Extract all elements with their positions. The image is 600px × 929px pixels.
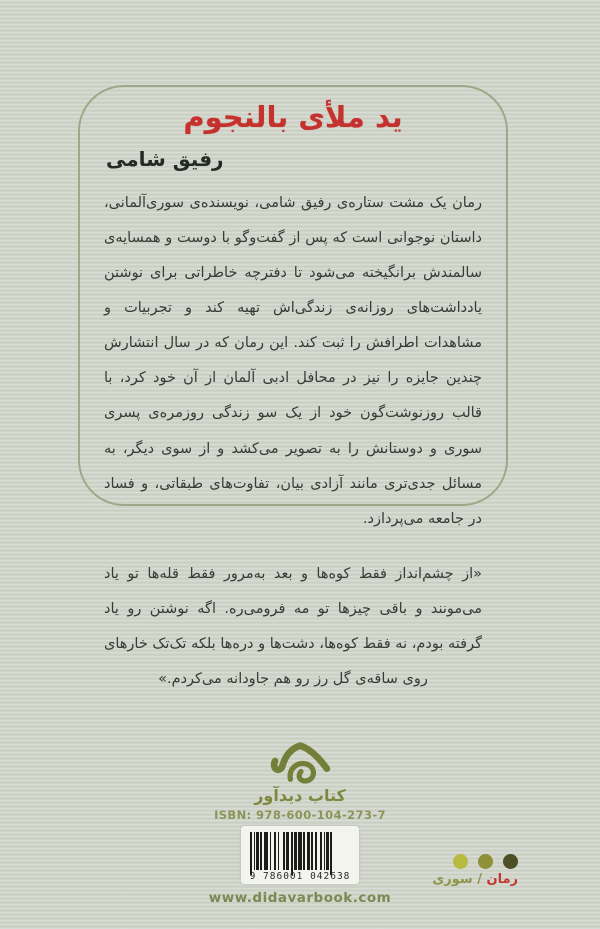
category-dots xyxy=(432,854,518,869)
category-separator: / xyxy=(472,872,487,887)
category-genre: رمان xyxy=(486,872,518,887)
isbn-label: ISBN: 978-600-104-273-7 xyxy=(214,808,386,822)
publisher-logo xyxy=(0,737,600,785)
publisher-website: www.didavarbook.com xyxy=(208,890,392,906)
summary-frame xyxy=(78,85,508,688)
eye-under-roof-icon xyxy=(263,737,337,785)
barcode xyxy=(241,826,360,884)
category-block xyxy=(432,854,518,887)
category-dot xyxy=(503,854,518,869)
category-label xyxy=(432,872,518,887)
barcode-bars xyxy=(250,832,351,870)
category-dot xyxy=(453,854,468,869)
publisher-name: کتاب دیدآور xyxy=(254,786,346,805)
barcode-digits: 9 786001 042638 xyxy=(249,871,351,882)
book-title: ید ملأی بالنجوم xyxy=(183,100,403,134)
summary-paragraph: رمان یک مشت ستاره‌ی رفیق شامی، نویسنده‌ی سوری‌آلمانی، داستان نوجوانی است که پس از گفت‌وگو با دوست و همسایه‌ی سالمندش برانگیخته می‌شود تا دفترچه خاطراتی برای نوشتن یادداشت‌های روزانه‌ی زندگی‌اش تهیه کند و تجربیات و مشاهدات اطرافش را ثبت کند. این رمان که در سال انتشارش چندین جایزه را نیز در محافل ادبی آلمان از آن خود کرد، با قالب روزنوشت‌گون خود از یک سو زندگی روزمره‌ی پسری سوری و دوستانش را به تصویر می‌کشد و از سوی دیگر، به مسائل جدی‌تری مانند آزادی بیان، تفاوت‌های طبقاتی، و فساد در جامعه می‌پردازد. xyxy=(104,195,482,527)
quote-paragraph: «از چشم‌انداز فقط کوه‌ها و بعد به‌مرور فقط قله‌ها تو یاد می‌مونند و باقی چیزها تو مه فرومی‌ره. اگه نوشتن رو یاد گرفته بودم، نه فقط کوه‌ها، دشت‌ها و دره‌ها بلکه تک‌تک خارهای روی ساقه‌ی گل رز رو هم جاودانه می‌کردم.» xyxy=(104,565,482,688)
category-origin: سوری xyxy=(432,872,473,887)
category-dot xyxy=(478,854,493,869)
author-name: رفیق شامی xyxy=(106,147,224,171)
